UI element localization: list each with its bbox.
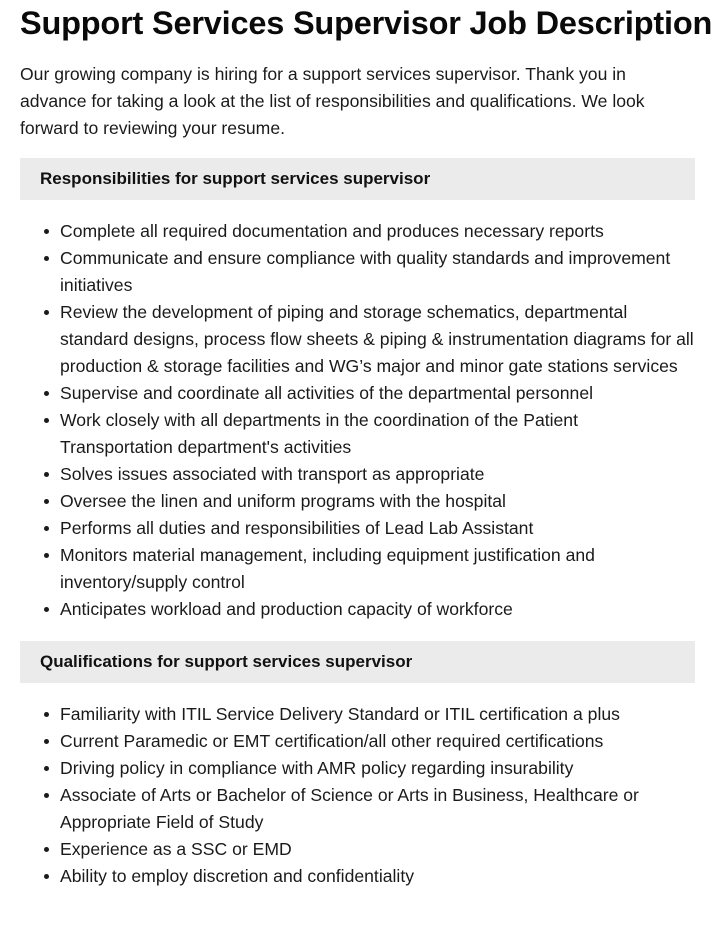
list-item xyxy=(60,488,695,515)
list-item xyxy=(60,380,695,407)
list-item-text: Supervise and coordinate all activities of the departmental personnel xyxy=(60,383,594,403)
bullet-icon xyxy=(44,229,49,234)
list-item xyxy=(60,596,695,623)
list-item xyxy=(60,755,695,782)
list-item-text: Communicate and ensure compliance with quality standards and improvement initiatives xyxy=(60,248,671,295)
list-item xyxy=(60,515,695,542)
list-item xyxy=(60,782,695,836)
list-item xyxy=(60,245,695,299)
list-item-text: Oversee the linen and uniform programs with the hospital xyxy=(60,491,506,511)
bullet-icon xyxy=(44,847,49,852)
bullet-icon xyxy=(44,418,49,423)
qualifications-list xyxy=(20,701,695,890)
list-item-text: Experience as a SSC or EMD xyxy=(60,839,292,859)
responsibilities-list xyxy=(20,218,695,623)
bullet-icon xyxy=(44,391,49,396)
list-item xyxy=(60,701,695,728)
bullet-icon xyxy=(44,499,49,504)
bullet-icon xyxy=(44,766,49,771)
list-item-text: Complete all required documentation and produces necessary reports xyxy=(60,221,604,241)
list-item xyxy=(60,218,695,245)
list-item-text: Associate of Arts or Bachelor of Science or Arts in Business, Healthcare or Appropriate Field of Study xyxy=(60,785,639,832)
bullet-icon xyxy=(44,553,49,558)
intro-paragraph: Our growing company is hiring for a support services supervisor. Thank you in advance for taking a look at the list of responsibilities and qualifications. We look forward to reviewing your resume. xyxy=(20,64,645,138)
list-item-text: Performs all duties and responsibilities of Lead Lab Assistant xyxy=(60,518,534,538)
list-item xyxy=(60,836,695,863)
bullet-icon xyxy=(44,607,49,612)
page-title: Support Services Supervisor Job Description xyxy=(20,5,713,41)
list-item xyxy=(60,407,695,461)
responsibilities-heading: Responsibilities for support services supervisor xyxy=(20,158,695,200)
list-item-text: Review the development of piping and storage schematics, departmental standard designs, process flow sheets & piping & instrumentation diagrams for all production & storage facilities and WG’s major and minor gate stations services xyxy=(60,302,694,376)
list-item xyxy=(60,863,695,890)
bullet-icon xyxy=(44,256,49,261)
list-item-text: Familiarity with ITIL Service Delivery Standard or ITIL certification a plus xyxy=(60,704,620,724)
list-item-text: Monitors material management, including equipment justification and inventory/supply control xyxy=(60,545,595,592)
list-item xyxy=(60,461,695,488)
bullet-icon xyxy=(44,793,49,798)
list-item-text: Solves issues associated with transport as appropriate xyxy=(60,464,485,484)
list-item-text: Driving policy in compliance with AMR policy regarding insurability xyxy=(60,758,574,778)
list-item xyxy=(60,542,695,596)
bullet-icon xyxy=(44,874,49,879)
list-item xyxy=(60,299,695,380)
bullet-icon xyxy=(44,310,49,315)
list-item-text: Current Paramedic or EMT certification/all other required certifications xyxy=(60,731,604,751)
qualifications-heading: Qualifications for support services supervisor xyxy=(20,641,695,683)
list-item xyxy=(60,728,695,755)
bullet-icon xyxy=(44,472,49,477)
list-item-text: Ability to employ discretion and confidentiality xyxy=(60,866,415,886)
bullet-icon xyxy=(44,739,49,744)
bullet-icon xyxy=(44,712,49,717)
list-item-text: Anticipates workload and production capacity of workforce xyxy=(60,599,513,619)
list-item-text: Work closely with all departments in the coordination of the Patient Transportation department's activities xyxy=(60,410,578,457)
bullet-icon xyxy=(44,526,49,531)
